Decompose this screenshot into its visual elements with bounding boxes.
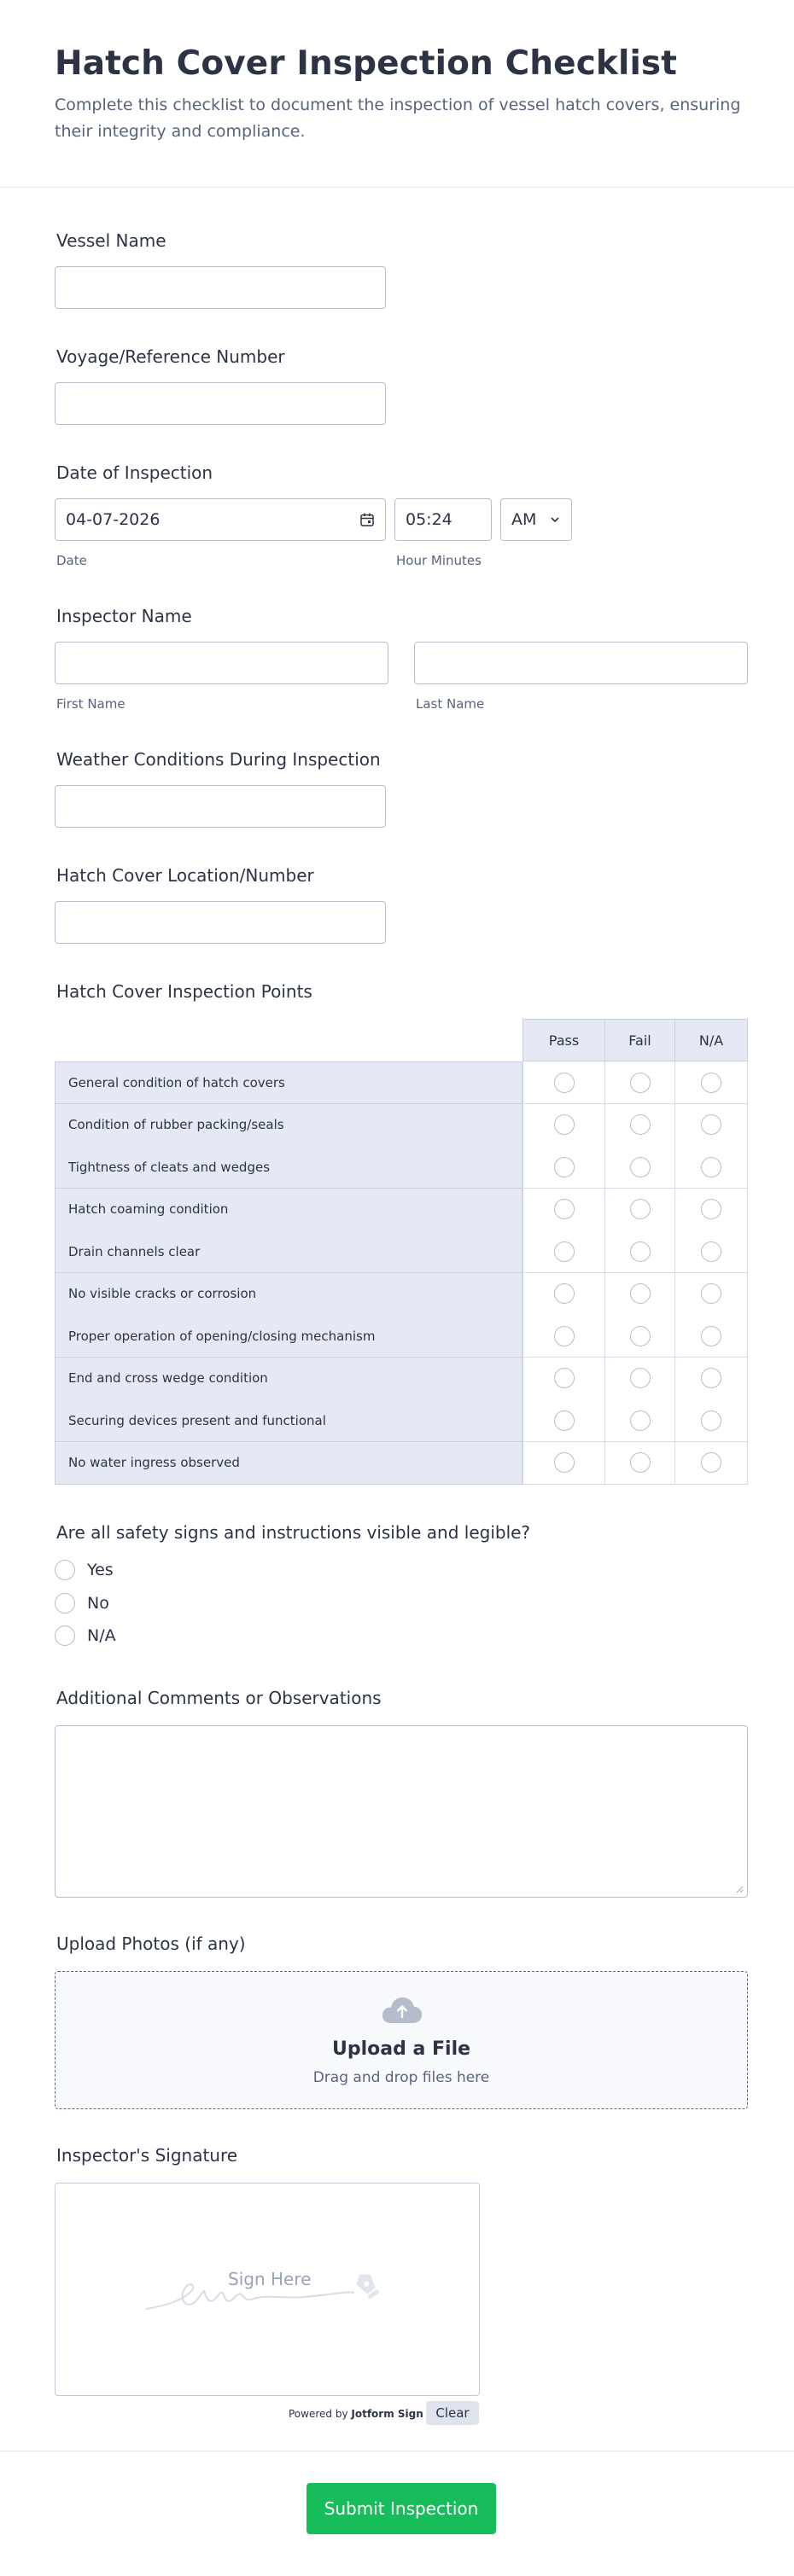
matrix-row-label: Drain channels clear <box>55 1230 523 1273</box>
last-name-input[interactable] <box>414 642 748 684</box>
page-description: Complete this checklist to document the inspection of vessel hatch covers, ensuring their integrity and compliance. <box>55 96 741 141</box>
matrix-row-label: End and cross wedge condition <box>55 1358 523 1400</box>
calendar-icon[interactable] <box>359 512 375 527</box>
date-input[interactable] <box>55 498 386 541</box>
matrix-cell <box>675 1442 748 1485</box>
matrix-radio[interactable] <box>630 1157 651 1178</box>
matrix-radio[interactable] <box>630 1283 651 1304</box>
matrix-radio[interactable] <box>630 1114 651 1135</box>
date-label: Date of Inspection <box>56 462 213 483</box>
voyage-label: Voyage/Reference Number <box>56 346 285 367</box>
matrix-cell <box>675 1358 748 1400</box>
matrix-cell <box>605 1273 675 1316</box>
matrix-radio[interactable] <box>701 1114 721 1135</box>
safety-option[interactable] <box>55 1560 114 1580</box>
matrix-column-header: Pass <box>523 1019 605 1061</box>
time-sublabel: Hour Minutes <box>396 553 482 568</box>
matrix-radio[interactable] <box>630 1199 651 1219</box>
matrix-cell <box>523 1399 605 1442</box>
matrix-radio[interactable] <box>554 1410 575 1431</box>
matrix-radio[interactable] <box>701 1157 721 1178</box>
matrix-label: Hatch Cover Inspection Points <box>56 981 312 1002</box>
time-input[interactable] <box>394 498 492 541</box>
upload-label: Upload Photos (if any) <box>56 1933 246 1954</box>
signature-scribble-icon <box>55 2183 481 2397</box>
matrix-row-label: General condition of hatch covers <box>55 1061 523 1104</box>
matrix-radio[interactable] <box>701 1368 721 1388</box>
safety-option-label: Yes <box>87 1561 114 1579</box>
matrix-radio[interactable] <box>630 1326 651 1346</box>
ampm-select[interactable] <box>500 498 572 541</box>
matrix-row-label: Securing devices present and functional <box>55 1399 523 1442</box>
resize-handle-icon[interactable] <box>735 1885 744 1893</box>
matrix-column-header: Fail <box>604 1019 675 1061</box>
matrix-cell <box>605 1315 675 1358</box>
safety-option-label: N/A <box>87 1626 116 1645</box>
time-value: 05:24 <box>406 510 452 529</box>
inspector-label: Inspector Name <box>56 606 192 626</box>
matrix-cell <box>675 1189 748 1231</box>
matrix-radio[interactable] <box>701 1452 721 1473</box>
matrix-row-label: No visible cracks or corrosion <box>55 1273 523 1316</box>
matrix-radio[interactable] <box>701 1241 721 1262</box>
matrix-radio[interactable] <box>630 1410 651 1431</box>
first-name-input[interactable] <box>55 642 388 684</box>
matrix-row-label: No water ingress observed <box>55 1442 523 1485</box>
powered-prefix: Powered by <box>289 2408 352 2420</box>
date-value: 04-07-2026 <box>66 510 161 529</box>
weather-input[interactable] <box>55 785 386 828</box>
safety-label: Are all safety signs and instructions visible and legible? <box>56 1522 531 1543</box>
matrix-radio[interactable] <box>630 1452 651 1473</box>
matrix-cell <box>605 1399 675 1442</box>
comments-label: Additional Comments or Observations <box>56 1688 382 1708</box>
upload-dropzone[interactable] <box>55 1971 748 2109</box>
safety-radio[interactable] <box>55 1625 75 1646</box>
submit-button[interactable]: Submit Inspection <box>307 2483 496 2534</box>
matrix-cell <box>675 1230 748 1273</box>
matrix-radio[interactable] <box>554 1241 575 1262</box>
matrix-cell <box>605 1442 675 1485</box>
safety-option[interactable] <box>55 1593 109 1614</box>
hatch-location-label: Hatch Cover Location/Number <box>56 865 314 886</box>
matrix-cell <box>523 1104 605 1147</box>
matrix-radio[interactable] <box>554 1114 575 1135</box>
matrix-cell <box>605 1104 675 1147</box>
matrix-radio[interactable] <box>701 1283 721 1304</box>
matrix-cell <box>675 1273 748 1316</box>
matrix-column-header: N/A <box>674 1019 748 1061</box>
matrix-radio[interactable] <box>701 1199 721 1219</box>
powered-by <box>289 2408 423 2420</box>
safety-radio[interactable] <box>55 1560 75 1580</box>
matrix-radio[interactable] <box>554 1283 575 1304</box>
matrix-radio[interactable] <box>554 1368 575 1388</box>
matrix-cell <box>523 1189 605 1231</box>
matrix-radio[interactable] <box>554 1452 575 1473</box>
matrix-radio[interactable] <box>630 1368 651 1388</box>
matrix-cell <box>523 1273 605 1316</box>
matrix-radio[interactable] <box>701 1326 721 1346</box>
matrix-radio[interactable] <box>554 1157 575 1178</box>
matrix-cell <box>675 1146 748 1189</box>
cloud-upload-icon <box>381 1994 423 2025</box>
date-sublabel: Date <box>56 553 87 568</box>
page-title: Hatch Cover Inspection Checklist <box>55 44 677 83</box>
last-name-sublabel: Last Name <box>416 696 485 712</box>
signature-label: Inspector's Signature <box>56 2145 238 2166</box>
hatch-location-input[interactable] <box>55 901 386 944</box>
matrix-cell <box>523 1230 605 1273</box>
voyage-input[interactable] <box>55 382 386 425</box>
clear-signature-button[interactable]: Clear <box>426 2401 479 2425</box>
ampm-value: AM <box>511 510 537 529</box>
vessel-name-label: Vessel Name <box>56 230 166 251</box>
matrix-radio[interactable] <box>554 1326 575 1346</box>
matrix-cell <box>523 1315 605 1358</box>
matrix-cell <box>675 1061 748 1104</box>
matrix-cell <box>675 1104 748 1147</box>
matrix-radio[interactable] <box>701 1410 721 1431</box>
matrix-radio[interactable] <box>554 1199 575 1219</box>
vessel-name-input[interactable] <box>55 266 386 309</box>
matrix-row-label: Hatch coaming condition <box>55 1189 523 1231</box>
matrix-cell <box>523 1146 605 1189</box>
safety-option[interactable] <box>55 1625 116 1646</box>
sign-here-placeholder: Sign Here <box>228 2269 312 2289</box>
matrix-radio[interactable] <box>630 1241 651 1262</box>
safety-option-label: No <box>87 1593 109 1613</box>
weather-label: Weather Conditions During Inspection <box>56 749 381 770</box>
upload-title: Upload a File <box>331 2038 471 2060</box>
form-header <box>0 0 794 188</box>
first-name-sublabel: First Name <box>56 696 126 712</box>
matrix-radio[interactable] <box>630 1073 651 1093</box>
comments-textarea[interactable] <box>55 1725 748 1898</box>
matrix-radio[interactable] <box>554 1073 575 1093</box>
matrix-row-label: Tightness of cleats and wedges <box>55 1146 523 1189</box>
matrix-radio[interactable] <box>701 1073 721 1093</box>
matrix-cell <box>523 1061 605 1104</box>
matrix-cell <box>605 1358 675 1400</box>
powered-brand: Jotform Sign <box>351 2408 423 2420</box>
matrix-cell <box>605 1189 675 1231</box>
matrix-cell <box>605 1061 675 1104</box>
matrix-row-label: Condition of rubber packing/seals <box>55 1104 523 1147</box>
matrix-cell <box>605 1146 675 1189</box>
matrix-row-label: Proper operation of opening/closing mechanism <box>55 1315 523 1358</box>
matrix-cell <box>523 1358 605 1400</box>
matrix-cell <box>675 1315 748 1358</box>
matrix-cell <box>523 1442 605 1485</box>
matrix-cell <box>605 1230 675 1273</box>
signature-pad[interactable] <box>55 2183 480 2396</box>
safety-radio[interactable] <box>55 1593 75 1614</box>
chevron-down-icon <box>549 514 561 526</box>
matrix-cell <box>675 1399 748 1442</box>
upload-subtitle: Drag and drop files here <box>312 2069 490 2086</box>
